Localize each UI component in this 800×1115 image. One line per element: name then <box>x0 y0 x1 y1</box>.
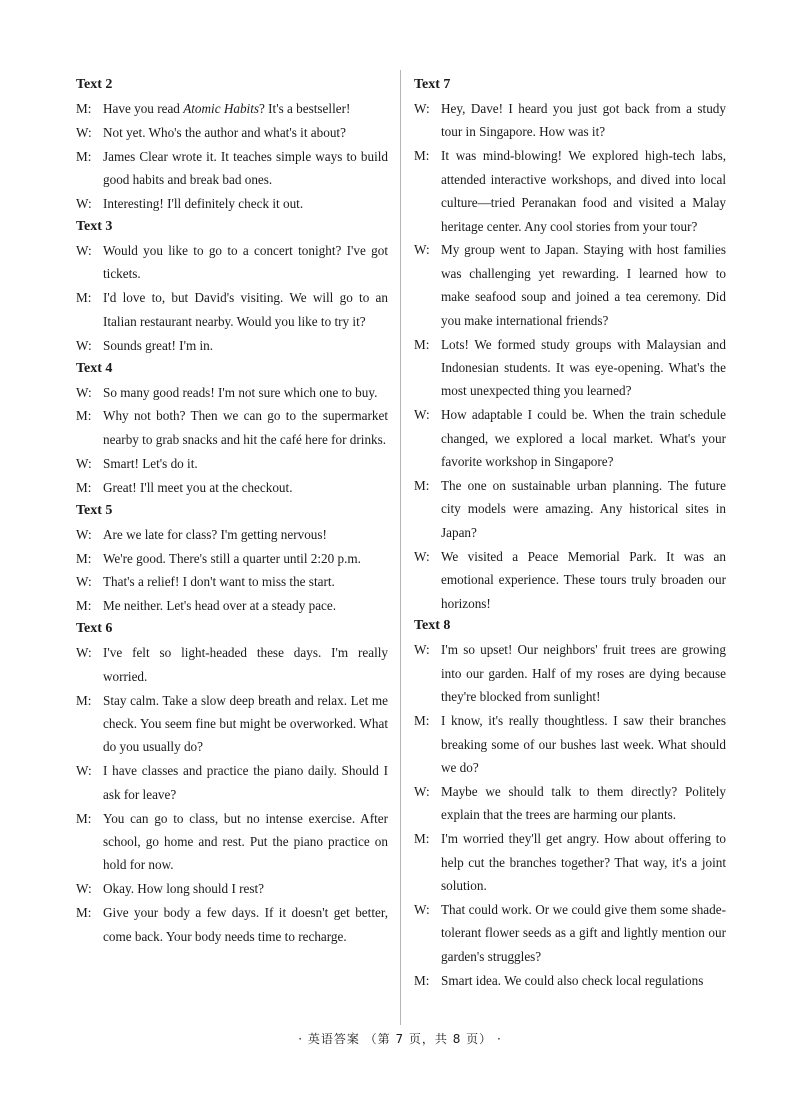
dialogue-text <box>103 149 388 187</box>
text-run: Sounds great! I'm in. <box>103 337 214 353</box>
section-heading: Text 8 <box>414 618 451 634</box>
text-run: Have you read <box>103 101 184 116</box>
dialogue-line <box>76 877 388 900</box>
dialogue-line <box>76 570 388 593</box>
dialogue-line <box>414 144 726 238</box>
dialogue-text <box>441 337 726 399</box>
speaker-label: W: <box>76 881 92 897</box>
text-run: Would you like to go to a concert tonight? I've got tickets. <box>103 243 388 282</box>
dialogue-line <box>76 404 388 451</box>
section-heading: Text 6 <box>76 621 113 637</box>
speaker-label: W: <box>76 455 92 471</box>
speaker-label: M: <box>414 478 430 493</box>
text-run: I have classes and practice the piano daily. Should I ask for leave? <box>103 763 388 802</box>
book-title: Atomic Habits <box>183 101 260 116</box>
dialogue-text <box>103 290 388 328</box>
speaker-label: W: <box>76 124 92 140</box>
speaker-label: M: <box>76 810 92 826</box>
speaker-label: W: <box>414 101 430 116</box>
speaker-label: W: <box>414 407 430 423</box>
dialogue-section <box>414 615 726 992</box>
dialogue-text <box>103 881 264 896</box>
dialogue-section <box>414 74 726 615</box>
dialogue-text <box>441 973 703 988</box>
text-run: Are we late for class? I'm getting nervous! <box>103 526 327 542</box>
dialogue-text <box>103 408 388 446</box>
dialogue-line <box>414 403 726 473</box>
text-run: I'm worried they'll get angry. How about offering to help cut the branches together? That way, it's a joint solution. <box>441 831 726 893</box>
text-run: Not yet. Who's the author and what's it about? <box>103 124 346 140</box>
text-run: We're good. There's still a quarter until 2:20 p.m. <box>103 550 361 566</box>
dialogue-text <box>441 902 726 964</box>
text-run: That could work. Or we could give them some shade-tolerant flower seeds as a gift and lightly mention our garden's struggles? <box>441 901 726 964</box>
dialogue-line <box>76 547 388 570</box>
dialogue-section <box>76 358 388 500</box>
text-run: It was mind-blowing! We explored high-tech labs, attended interactive workshops, and dived into local culture—tried Peranakan food and visited a Malay heritage center. Any cool stories from your tour? <box>441 148 726 234</box>
speaker-label: M: <box>414 336 430 352</box>
dialogue-line <box>76 689 388 759</box>
dialogue-text <box>441 148 726 233</box>
dialogue-text <box>441 642 726 704</box>
speaker-label: W: <box>414 901 430 917</box>
dialogue-text <box>103 456 198 471</box>
dialogue-text <box>103 811 388 873</box>
dialogue-line <box>76 641 388 688</box>
dialogue-text <box>103 693 388 755</box>
dialogue-text <box>103 551 361 566</box>
dialogue-line <box>414 898 726 968</box>
dialogue-text <box>103 574 335 589</box>
speaker-label: M: <box>76 148 92 164</box>
text-run: Interesting! I'll definitely check it out. <box>103 196 304 212</box>
dialogue-line <box>76 192 388 215</box>
dialogue-line <box>414 333 726 403</box>
speaker-label: M: <box>414 713 430 729</box>
dialogue-text <box>441 407 726 469</box>
speaker-label: M: <box>76 692 92 708</box>
dialogue-text <box>103 385 377 400</box>
speaker-label: M: <box>414 831 430 847</box>
text-run: The one on sustainable urban planning. The future city models were amazing. Any historical sites in Japan? <box>441 478 726 540</box>
speaker-label: W: <box>76 763 92 779</box>
dialogue-line <box>76 476 388 499</box>
text-run: That's a relief! I don't want to miss the start. <box>103 574 335 590</box>
dialogue-text <box>103 598 336 613</box>
dialogue-line <box>76 452 388 475</box>
text-run: How adaptable I could be. When the train schedule changed, we explored a local market. What's your favorite workshop in Singapore? <box>441 407 726 470</box>
speaker-label: W: <box>76 243 92 259</box>
text-run: ? It's a bestseller! <box>259 101 351 116</box>
speaker-label: M: <box>76 101 92 116</box>
dialogue-line <box>76 594 388 617</box>
section-heading: Text 5 <box>76 502 113 518</box>
dialogue-line <box>414 969 726 992</box>
text-run: Why not both? Then we can go to the supermarket nearby to grab snacks and hit the café here for drinks. <box>103 408 388 447</box>
dialogue-line <box>414 638 726 708</box>
dialogue-line <box>76 334 388 357</box>
dialogue-line <box>414 709 726 779</box>
dialogue-line <box>76 286 388 333</box>
dialogue-line <box>76 759 388 806</box>
dialogue-text <box>103 645 388 683</box>
dialogue-text <box>103 905 388 943</box>
section-heading: Text 3 <box>76 219 113 235</box>
dialogue-section <box>76 618 388 948</box>
speaker-label: W: <box>76 645 92 661</box>
speaker-label: W: <box>76 384 92 400</box>
dialogue-line <box>76 239 388 286</box>
speaker-label: W: <box>76 337 92 353</box>
text-run: Okay. How long should I rest? <box>103 881 265 897</box>
section-heading: Text 7 <box>414 77 451 92</box>
speaker-label: M: <box>414 972 430 988</box>
dialogue-text <box>103 101 350 116</box>
dialogue-text <box>441 831 726 893</box>
text-run: Smart! Let's do it. <box>103 455 198 471</box>
text-run: Stay calm. Take a slow deep breath and relax. Let me check. You seem fine but might be overworked. What do you usually do? <box>103 692 388 755</box>
text-run: Hey, Dave! I heard you just got back from a study tour in Singapore. How was it? <box>441 101 726 140</box>
text-run: You can go to class, but no intense exercise. After school, go home and rest. Put the piano practice on hold for now. <box>103 810 388 873</box>
dialogue-text <box>441 549 726 611</box>
dialogue-text <box>441 478 726 540</box>
speaker-label: M: <box>76 479 92 495</box>
dialogue-text <box>103 125 346 140</box>
dialogue-text <box>441 101 726 139</box>
speaker-label: W: <box>414 783 430 799</box>
text-run: Lots! We formed study groups with Malaysian and Indonesian students. It was eye-opening. What's the most unexpected thing you learned? <box>441 336 726 399</box>
dialogue-line <box>414 474 726 544</box>
text-run: Smart idea. We could also check local regulations <box>441 972 704 988</box>
dialogue-text <box>103 527 327 542</box>
page-footer: · 英语答案 （第 7 页，共 8 页） · <box>298 1032 502 1046</box>
speaker-label: W: <box>414 548 430 564</box>
text-run: Me neither. Let's head over at a steady pace. <box>103 598 337 614</box>
dialogue-line <box>76 523 388 546</box>
speaker-label: W: <box>414 642 430 658</box>
dialogue-line <box>76 97 388 120</box>
text-run: I've felt so light-headed these days. I'm really worried. <box>103 645 388 684</box>
speaker-label: M: <box>76 598 92 614</box>
dialogue-line <box>414 238 726 332</box>
dialogue-line <box>76 381 388 404</box>
column-divider <box>400 70 401 1025</box>
dialogue-line <box>414 545 726 615</box>
text-run: James Clear wrote it. It teaches simple ways to build good habits and break bad ones. <box>103 148 388 188</box>
section-heading: Text 4 <box>76 360 113 376</box>
dialogue-line <box>76 145 388 192</box>
dialogue-text <box>441 242 726 327</box>
text-run: Great! I'll meet you at the checkout. <box>103 479 293 495</box>
speaker-label: M: <box>414 148 430 164</box>
dialogue-section <box>76 74 388 216</box>
text-run: Maybe we should talk to them directly? Politely explain that the trees are harming our plants. <box>441 783 726 823</box>
dialogue-text <box>103 243 388 281</box>
dialogue-text <box>103 196 303 211</box>
section-heading: Text 2 <box>76 77 113 92</box>
dialogue-text <box>441 784 726 822</box>
left-column <box>76 74 388 949</box>
text-run: So many good reads! I'm not sure which one to buy. <box>103 384 378 400</box>
right-column <box>414 74 726 993</box>
dialogue-text <box>441 713 726 775</box>
speaker-label: M: <box>76 290 92 306</box>
speaker-label: M: <box>76 408 92 424</box>
speaker-label: W: <box>76 196 92 212</box>
text-run: I'm so upset! Our neighbors' fruit trees are growing into our garden. Half of my roses are dying because they're blocked from sunlight! <box>441 642 726 705</box>
dialogue-text <box>103 763 388 801</box>
speaker-label: W: <box>414 242 430 258</box>
text-run: My group went to Japan. Staying with host families was challenging yet rewarding. I learned how to make seafood soup and joined a tea ceremony. Did you make international friends? <box>441 242 726 328</box>
text-run: I'd love to, but David's visiting. We will go to an Italian restaurant nearby. Would you like to try it? <box>103 290 388 329</box>
dialogue-section <box>76 500 388 618</box>
dialogue-text <box>103 338 213 353</box>
text-run: We visited a Peace Memorial Park. It was an emotional experience. These tours truly broaden our horizons! <box>441 548 726 611</box>
dialogue-line <box>76 901 388 948</box>
dialogue-section <box>76 216 388 357</box>
dialogue-text <box>103 480 293 495</box>
text-run: I know, it's really thoughtless. I saw their branches breaking some of our bushes last week. What should we do? <box>441 713 726 775</box>
speaker-label: W: <box>76 574 92 590</box>
speaker-label: W: <box>76 526 92 542</box>
speaker-label: M: <box>76 905 92 921</box>
dialogue-line <box>76 807 388 877</box>
dialogue-line <box>414 97 726 144</box>
dialogue-line <box>414 780 726 827</box>
dialogue-line <box>414 827 726 897</box>
text-run: Give your body a few days. If it doesn't get better, come back. Your body needs time to recharge. <box>103 905 388 944</box>
dialogue-line <box>76 121 388 144</box>
speaker-label: M: <box>76 550 92 566</box>
